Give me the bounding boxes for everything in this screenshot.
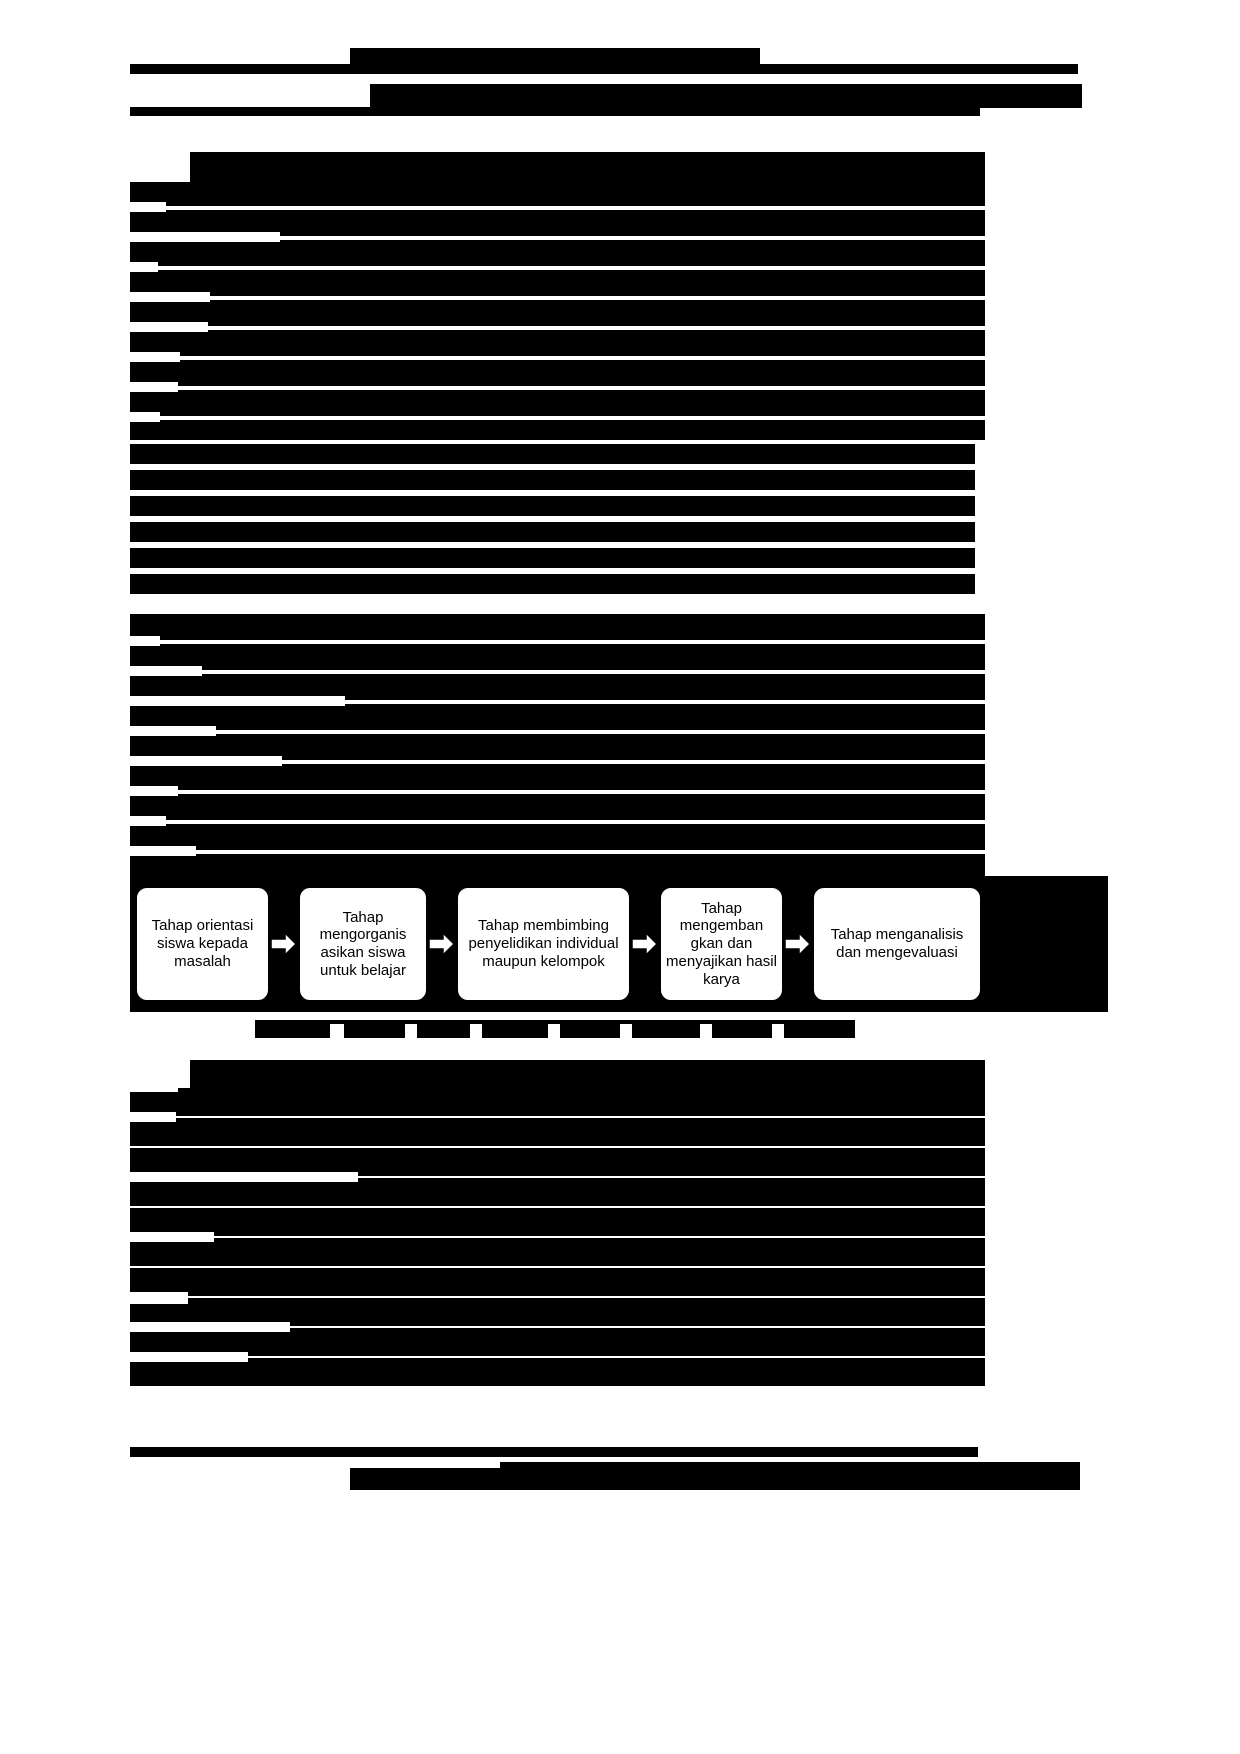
redacted-line — [130, 644, 985, 670]
flow-step-1 — [135, 886, 270, 1002]
redacted-line — [130, 300, 985, 326]
arrow-right-icon — [784, 886, 812, 1002]
redacted-line — [130, 1178, 985, 1206]
line-gutter — [130, 262, 158, 272]
caption-gap — [330, 1024, 344, 1038]
line-gutter — [985, 1202, 1085, 1224]
redacted-line — [130, 704, 985, 730]
redacted-line — [130, 1268, 985, 1296]
line-gutter — [985, 1382, 1085, 1394]
redacted-line — [350, 1468, 502, 1490]
line-gutter — [130, 846, 196, 856]
line-gutter — [130, 1352, 248, 1362]
caption-gap — [470, 1024, 482, 1038]
line-gutter — [985, 260, 1085, 282]
redacted-line — [500, 1462, 1080, 1490]
line-gutter — [130, 1082, 178, 1092]
caption-gap — [548, 1024, 560, 1038]
redacted-line — [130, 824, 985, 850]
line-gutter — [130, 172, 190, 182]
line-gutter — [985, 380, 1085, 402]
line-gutter — [130, 696, 345, 706]
redacted-line — [130, 64, 1078, 74]
redacted-line — [130, 240, 985, 266]
line-gutter — [985, 200, 1085, 222]
line-gutter — [130, 1112, 176, 1122]
redacted-line — [130, 574, 975, 594]
flow-step-4-label: Tahap mengemban gkan dan menyajikan hasil karya — [666, 899, 777, 988]
arrow-right-icon — [270, 886, 298, 1002]
redacted-line — [130, 522, 975, 542]
redacted-line — [130, 1118, 985, 1146]
line-gutter — [130, 1322, 290, 1332]
redacted-line — [130, 470, 975, 490]
redacted-line — [130, 548, 975, 568]
flow-step-2 — [298, 886, 428, 1002]
line-gutter — [130, 1232, 214, 1242]
line-gutter — [130, 232, 280, 242]
redacted-line — [130, 420, 985, 440]
line-gutter — [130, 1292, 188, 1304]
redacted-line — [130, 330, 985, 356]
redacted-line — [130, 360, 985, 386]
line-gutter — [985, 320, 1085, 342]
arrow-right-icon — [428, 886, 456, 1002]
line-gutter — [985, 1352, 1085, 1374]
redacted-line — [130, 1208, 985, 1236]
line-gutter — [130, 1172, 358, 1182]
line-gutter — [130, 636, 160, 646]
caption-gap — [772, 1024, 784, 1038]
flow-step-1-label: Tahap orientasi siswa kepada masalah — [151, 917, 254, 970]
line-gutter — [130, 292, 210, 302]
line-gutter — [130, 666, 202, 676]
redacted-line — [130, 1328, 985, 1356]
line-gutter — [985, 814, 1085, 836]
redacted-line — [190, 152, 985, 180]
line-gutter — [985, 754, 1085, 776]
flow-step-5-label: Tahap menganalisis dan mengevaluasi — [830, 926, 964, 961]
redacted-line — [166, 180, 226, 206]
line-gutter — [985, 1292, 1085, 1314]
redacted-line — [130, 180, 985, 206]
line-gutter — [985, 634, 1085, 656]
redacted-line — [130, 270, 985, 296]
line-gutter — [985, 1082, 1085, 1104]
line-gutter — [985, 694, 1085, 716]
line-gutter — [130, 412, 160, 422]
line-gutter — [985, 350, 1085, 372]
line-gutter — [985, 784, 1085, 806]
redacted-line — [130, 1238, 985, 1266]
line-gutter — [985, 664, 1085, 686]
flow-step-3 — [456, 886, 631, 1002]
line-gutter — [130, 202, 166, 212]
flow-step-2-label: Tahap mengorganis asikan siswa untuk belajar — [319, 908, 407, 979]
flow-step-4 — [659, 886, 784, 1002]
redacted-line — [130, 1088, 985, 1116]
line-gutter — [985, 410, 1085, 432]
caption-gap — [620, 1024, 632, 1038]
redacted-line — [130, 794, 985, 820]
caption-gap — [405, 1024, 417, 1038]
caption-gap — [700, 1024, 712, 1038]
redacted-line — [130, 107, 980, 116]
line-gutter — [985, 724, 1085, 746]
line-gutter — [985, 172, 1085, 192]
redacted-line — [130, 1358, 985, 1386]
redacted-line — [130, 1447, 978, 1457]
redacted-line — [130, 390, 985, 416]
line-gutter — [130, 756, 282, 766]
redacted-line — [130, 496, 975, 516]
line-gutter — [130, 382, 178, 392]
line-gutter — [130, 786, 178, 796]
redacted-line — [130, 854, 985, 876]
flow-diagram — [130, 876, 1108, 1012]
line-gutter — [130, 726, 216, 736]
redacted-line — [434, 90, 1082, 108]
flow-step-5 — [812, 886, 982, 1002]
redacted-line — [130, 764, 985, 790]
line-gutter — [985, 1322, 1085, 1344]
flow-step-3-label: Tahap membimbing penyelidikan individual maupun kelompok — [468, 917, 619, 970]
line-gutter — [130, 322, 208, 332]
redacted-line — [130, 614, 985, 640]
line-gutter — [130, 352, 180, 362]
redacted-line — [190, 1060, 985, 1088]
line-gutter — [130, 816, 166, 826]
line-gutter — [985, 230, 1085, 252]
line-gutter — [985, 1142, 1085, 1164]
arrow-right-icon — [631, 886, 659, 1002]
redacted-line — [130, 444, 975, 464]
line-gutter — [985, 1262, 1085, 1284]
line-gutter — [985, 290, 1085, 312]
